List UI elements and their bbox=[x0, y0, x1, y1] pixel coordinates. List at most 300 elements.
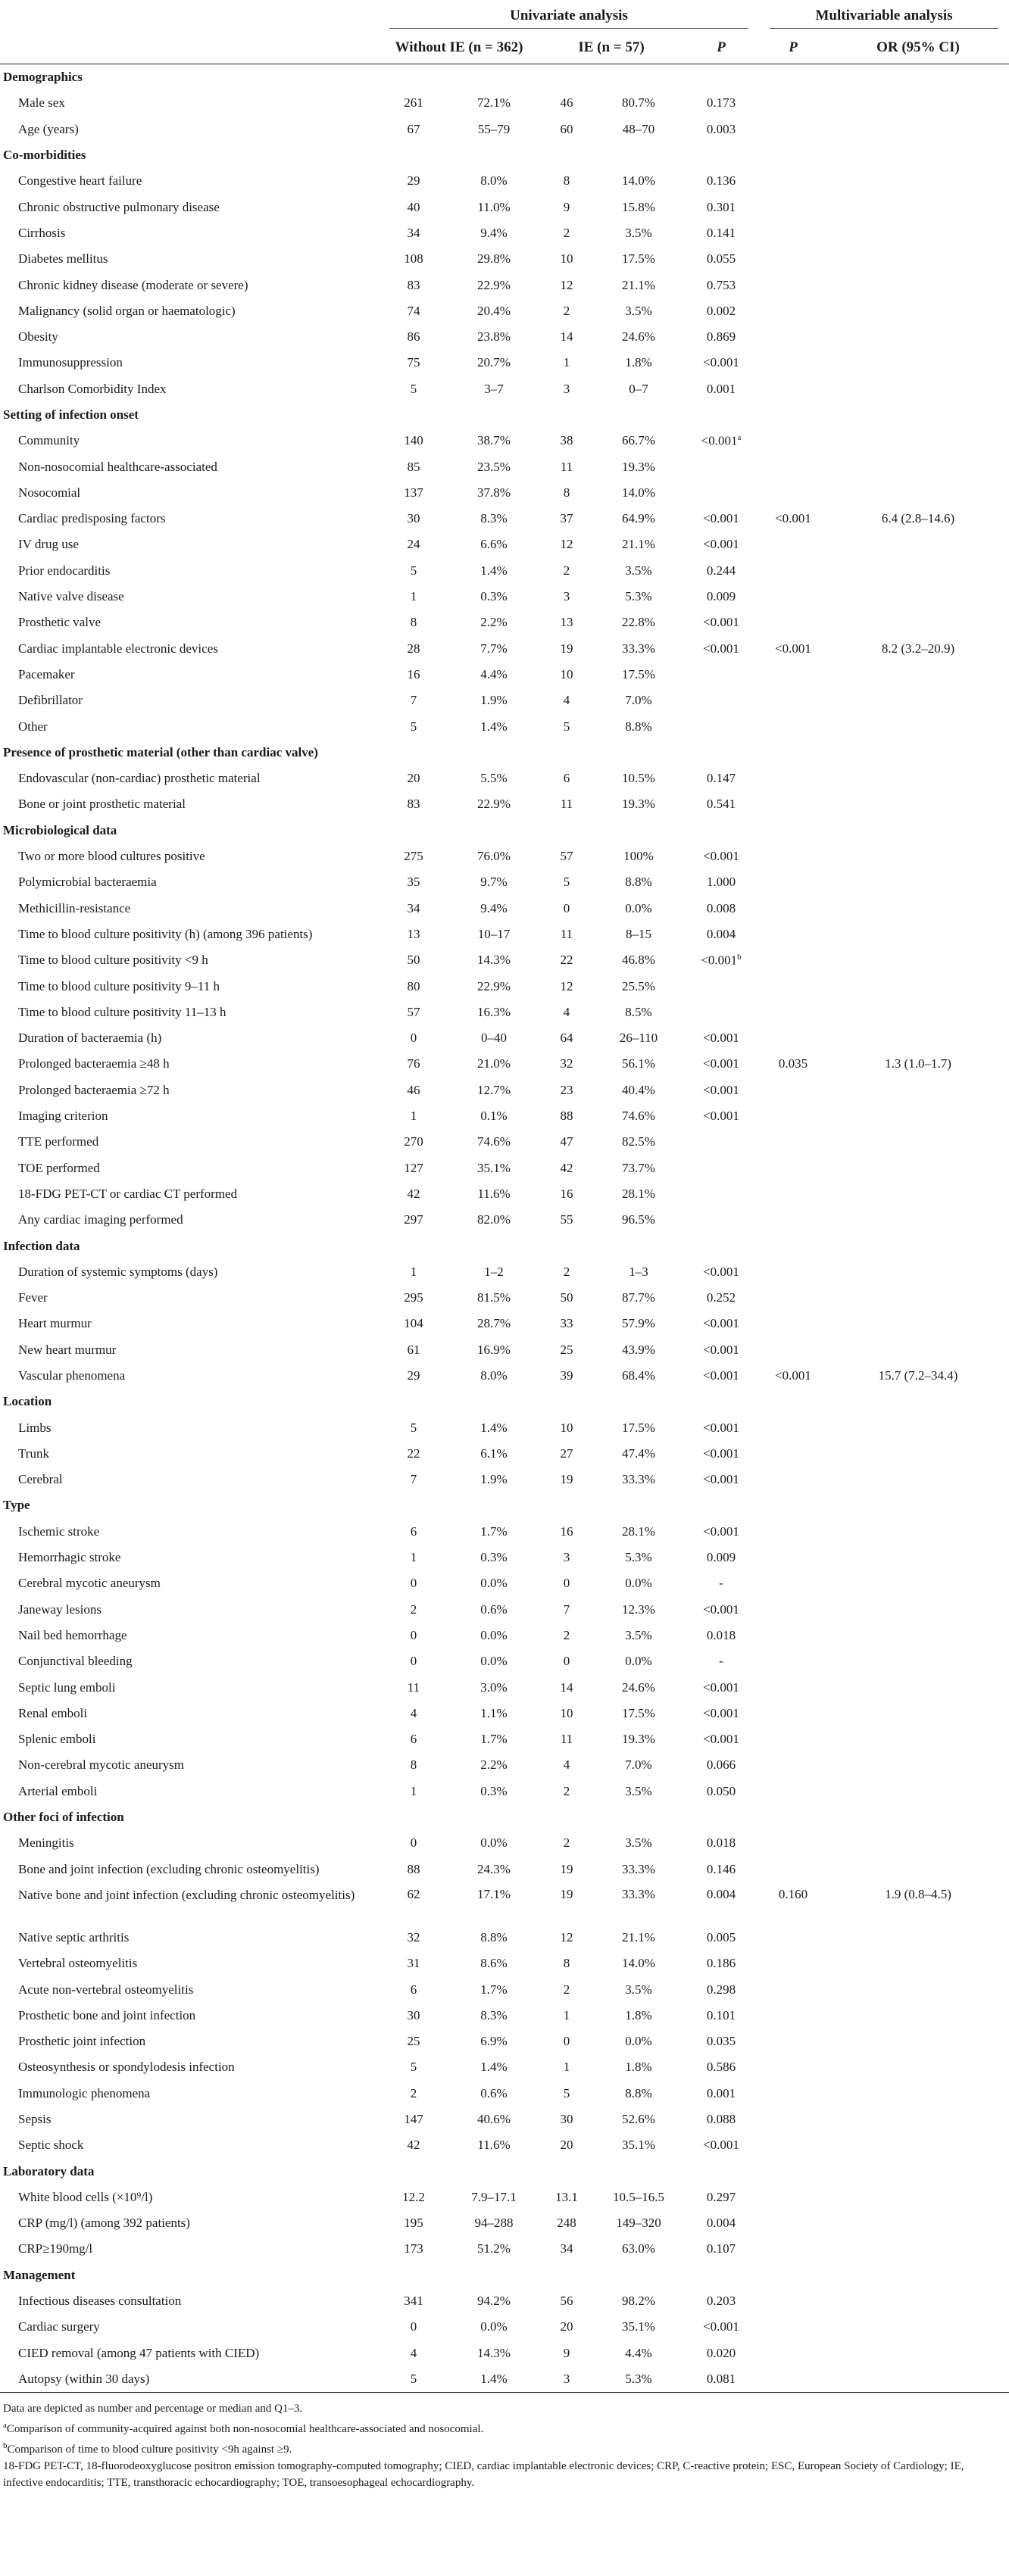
cell-without-ie-stat bbox=[448, 1285, 539, 1311]
cell-without-ie-stat bbox=[448, 2107, 539, 2132]
cell-p-univariate bbox=[683, 2341, 759, 2366]
table-row bbox=[0, 272, 1009, 298]
cell-without-ie-count-text: 7 bbox=[410, 1472, 417, 1487]
cell-odds-ratio bbox=[827, 558, 1009, 584]
cell-without-ie-count-text: 6 bbox=[410, 1523, 417, 1539]
cell-ie-stat bbox=[594, 1623, 683, 1648]
cell-ie-count bbox=[539, 2029, 594, 2054]
cell-without-ie-stat-text: 24.3% bbox=[477, 1861, 511, 1876]
cell-without-ie-stat bbox=[448, 844, 539, 869]
cell-p-univariate bbox=[683, 246, 759, 272]
cell-without-ie-count-text: 270 bbox=[404, 1134, 423, 1149]
cell-without-ie-count-text: 173 bbox=[404, 2241, 423, 2256]
row-label bbox=[0, 532, 379, 557]
table-row bbox=[0, 558, 1009, 584]
cell-without-ie-count-text: 137 bbox=[404, 485, 423, 500]
cell-p-univariate bbox=[683, 2029, 759, 2054]
cell-ie-stat-text: 19.3% bbox=[622, 1732, 655, 1747]
row-label-text: Time to blood culture positivity (h) (among 396 patients) bbox=[18, 926, 313, 941]
cell-ie-count bbox=[539, 947, 594, 973]
table-row bbox=[0, 1701, 1009, 1726]
row-label-text: Nosocomial bbox=[18, 485, 81, 500]
row-label bbox=[0, 1597, 379, 1623]
cell-p-univariate bbox=[683, 1856, 759, 1882]
cell-without-ie-stat-text: 22.9% bbox=[477, 797, 511, 812]
cell-p-univariate-text: 0.055 bbox=[706, 251, 736, 267]
cell-p-univariate-text: <0.001 bbox=[703, 1031, 739, 1046]
cell-p-multivariable bbox=[759, 1000, 827, 1025]
table-row bbox=[0, 1025, 1009, 1051]
cell-without-ie-stat-text: 9.4% bbox=[480, 225, 508, 240]
section-heading-row bbox=[0, 402, 1009, 428]
cell-without-ie-stat-text: 1.4% bbox=[480, 2060, 508, 2075]
cell-p-univariate-text: 0.005 bbox=[706, 1929, 736, 1944]
cell-ie-stat-text: 52.6% bbox=[622, 2112, 655, 2126]
cell-odds-ratio bbox=[827, 662, 1009, 688]
cell-p-multivariable bbox=[759, 844, 827, 869]
cell-odds-ratio bbox=[827, 869, 1009, 895]
cell-odds-ratio bbox=[827, 610, 1009, 635]
row-label-text: Heart murmur bbox=[18, 1316, 92, 1331]
cell-without-ie-count bbox=[379, 194, 448, 220]
cell-p-univariate bbox=[683, 1259, 759, 1285]
cell-without-ie-stat bbox=[448, 480, 539, 506]
cell-ie-count bbox=[539, 1752, 594, 1778]
cell-without-ie-stat bbox=[448, 1103, 539, 1129]
cell-p-univariate-text: 1.000 bbox=[706, 875, 736, 890]
cell-ie-count-text: 16 bbox=[560, 1186, 573, 1201]
cell-ie-count-text: 4 bbox=[563, 1757, 570, 1773]
cell-ie-count-text: 4 bbox=[563, 693, 570, 708]
row-label-text: Malignancy (solid organ or haematologic) bbox=[18, 303, 236, 318]
cell-without-ie-count-text: 0 bbox=[410, 1654, 417, 1669]
cell-p-univariate-text: 0.146 bbox=[706, 1861, 736, 1876]
row-label bbox=[0, 2081, 379, 2107]
table-row bbox=[0, 480, 1009, 506]
cell-p-multivariable bbox=[759, 662, 827, 688]
cell-ie-count-text: 10 bbox=[560, 1420, 573, 1435]
cell-odds-ratio bbox=[827, 1597, 1009, 1623]
cell-ie-count bbox=[539, 688, 594, 713]
cell-without-ie-count-text: 2 bbox=[410, 2085, 417, 2100]
cell-without-ie-count bbox=[379, 1363, 448, 1389]
cell-ie-count bbox=[539, 1077, 594, 1103]
cell-ie-count-text: 13 bbox=[560, 615, 573, 630]
cell-ie-stat-text: 47.4% bbox=[622, 1445, 655, 1461]
cell-without-ie-count-text: 0 bbox=[410, 1627, 417, 1642]
cell-odds-ratio bbox=[827, 1570, 1009, 1596]
cell-ie-count bbox=[539, 713, 594, 739]
cell-without-ie-stat bbox=[448, 973, 539, 999]
table-row bbox=[0, 324, 1009, 350]
cell-without-ie-count-text: 20 bbox=[407, 771, 420, 786]
cell-without-ie-count bbox=[379, 2185, 448, 2210]
table-row bbox=[0, 1597, 1009, 1623]
cell-ie-count bbox=[539, 844, 594, 869]
cell-p-multivariable bbox=[759, 1025, 827, 1051]
cell-ie-stat bbox=[594, 1951, 683, 1976]
table-row bbox=[0, 350, 1009, 376]
cell-without-ie-stat bbox=[448, 1648, 539, 1674]
cell-without-ie-count bbox=[379, 1726, 448, 1752]
cell-ie-stat bbox=[594, 1129, 683, 1155]
cell-ie-stat bbox=[594, 298, 683, 324]
cell-without-ie-count bbox=[379, 2236, 448, 2262]
row-label-text: Non-nosocomial healthcare-associated bbox=[18, 459, 217, 474]
cell-ie-stat-text: 26–110 bbox=[619, 1031, 658, 1046]
cell-p-univariate-text: 0.002 bbox=[706, 303, 736, 318]
table-footnotes bbox=[0, 2393, 1009, 2491]
cell-without-ie-count-text: 57 bbox=[407, 1004, 420, 1019]
cell-without-ie-stat bbox=[448, 713, 539, 739]
cell-without-ie-stat-text: 4.4% bbox=[480, 666, 508, 681]
table-row bbox=[0, 844, 1009, 869]
cell-without-ie-count-text: 86 bbox=[407, 329, 420, 345]
cell-without-ie-stat bbox=[448, 506, 539, 532]
cell-ie-count-text: 16 bbox=[560, 1523, 573, 1539]
cell-without-ie-count bbox=[379, 350, 448, 376]
cell-without-ie-count bbox=[379, 1259, 448, 1285]
cell-without-ie-count-text: 5 bbox=[410, 2060, 417, 2075]
cell-ie-count-text: 2 bbox=[563, 225, 570, 240]
cell-ie-stat-text: 35.1% bbox=[622, 2138, 655, 2153]
cell-p-univariate-text: <0.001 bbox=[703, 1342, 739, 1357]
cell-without-ie-count bbox=[379, 1830, 448, 1856]
cell-p-multivariable bbox=[759, 1155, 827, 1180]
cell-ie-stat-text: 5.3% bbox=[625, 1550, 652, 1565]
cell-ie-count bbox=[539, 1856, 594, 1882]
cell-without-ie-count bbox=[379, 791, 448, 817]
cell-ie-stat bbox=[594, 869, 683, 895]
cell-ie-count-text: 11 bbox=[560, 926, 573, 941]
cell-ie-count bbox=[539, 558, 594, 584]
cell-odds-ratio bbox=[827, 1951, 1009, 1976]
table-body bbox=[0, 64, 1009, 2393]
cell-without-ie-stat bbox=[448, 1311, 539, 1336]
cell-ie-count-text: 5 bbox=[563, 719, 570, 734]
cell-ie-count-text: 11 bbox=[560, 459, 573, 474]
cell-ie-count-text: 9 bbox=[563, 2345, 570, 2360]
cell-ie-stat bbox=[594, 1925, 683, 1951]
row-label-text: Sepsis bbox=[18, 2112, 52, 2126]
cell-odds-ratio bbox=[827, 1674, 1009, 1700]
cell-without-ie-stat bbox=[448, 636, 539, 662]
cell-p-univariate-text: 0.018 bbox=[706, 1627, 736, 1642]
cell-odds-ratio bbox=[827, 584, 1009, 610]
cell-without-ie-stat bbox=[448, 1051, 539, 1077]
cell-without-ie-count-text: 35 bbox=[407, 875, 420, 890]
cell-p-univariate-text: <0.001 bbox=[703, 1705, 739, 1720]
cell-without-ie-stat-text: 1.4% bbox=[480, 719, 508, 734]
cell-p-univariate bbox=[683, 1545, 759, 1570]
cell-p-univariate bbox=[683, 791, 759, 817]
cell-ie-count-text: 19 bbox=[560, 1472, 573, 1487]
row-label-text: Ischemic stroke bbox=[18, 1523, 100, 1539]
cell-odds-ratio bbox=[827, 2029, 1009, 2054]
cell-without-ie-count bbox=[379, 2029, 448, 2054]
cell-p-multivariable bbox=[759, 194, 827, 220]
cell-ie-count-text: 8 bbox=[563, 173, 570, 189]
cell-odds-ratio bbox=[827, 1467, 1009, 1492]
cell-without-ie-stat-text: 11.6% bbox=[477, 2138, 511, 2153]
cell-ie-count bbox=[539, 1467, 594, 1492]
cell-without-ie-stat-text: 21.0% bbox=[477, 1056, 511, 1071]
cell-ie-stat bbox=[594, 1570, 683, 1596]
table-row bbox=[0, 1519, 1009, 1545]
row-label bbox=[0, 2054, 379, 2080]
cell-ie-count bbox=[539, 1779, 594, 1804]
cell-ie-stat bbox=[594, 791, 683, 817]
cell-ie-stat bbox=[594, 454, 683, 479]
cell-p-univariate bbox=[683, 532, 759, 557]
cell-p-univariate bbox=[683, 376, 759, 402]
row-label-text: Cardiac implantable electronic devices bbox=[18, 641, 218, 656]
cell-ie-count bbox=[539, 1726, 594, 1752]
row-label-text: Autopsy (within 30 days) bbox=[18, 2371, 150, 2386]
cell-p-multivariable bbox=[759, 1570, 827, 1596]
row-label-text: Methicillin-resistance bbox=[18, 900, 131, 915]
cell-without-ie-stat bbox=[448, 1856, 539, 1882]
cell-without-ie-stat bbox=[448, 1000, 539, 1025]
cell-p-univariate bbox=[683, 973, 759, 999]
row-label-text: Bone or joint prosthetic material bbox=[18, 797, 186, 812]
cell-without-ie-count-text: 6 bbox=[410, 1732, 417, 1747]
cell-p-multivariable bbox=[759, 272, 827, 298]
cell-without-ie-count-text: 1 bbox=[410, 1550, 417, 1565]
cell-without-ie-stat bbox=[448, 610, 539, 635]
row-label-text: Time to blood culture positivity <9 h bbox=[18, 953, 208, 968]
cell-ie-stat bbox=[594, 1830, 683, 1856]
cell-odds-ratio bbox=[827, 1155, 1009, 1180]
cell-without-ie-stat bbox=[448, 1207, 539, 1233]
cell-p-univariate bbox=[683, 1597, 759, 1623]
table-row bbox=[0, 1856, 1009, 1882]
cell-without-ie-count bbox=[379, 506, 448, 532]
row-label bbox=[0, 1726, 379, 1752]
row-label-text: Acute non-vertebral osteomyelitis bbox=[18, 1982, 194, 1997]
cell-odds-ratio bbox=[827, 220, 1009, 246]
cell-ie-stat bbox=[594, 1363, 683, 1389]
cell-ie-count bbox=[539, 922, 594, 947]
row-label bbox=[0, 1623, 379, 1648]
cell-without-ie-stat bbox=[448, 2185, 539, 2210]
cell-p-multivariable bbox=[759, 1129, 827, 1155]
cell-odds-ratio bbox=[827, 1337, 1009, 1363]
cell-odds-ratio-text: 1.9 (0.8–4.5) bbox=[885, 1886, 951, 1901]
cell-without-ie-count bbox=[379, 1701, 448, 1726]
cell-odds-ratio bbox=[827, 1752, 1009, 1778]
cell-ie-stat bbox=[594, 2366, 683, 2393]
cell-without-ie-stat-text: 22.9% bbox=[477, 978, 511, 993]
cell-without-ie-stat-text: 9.7% bbox=[480, 875, 508, 890]
row-label bbox=[0, 2210, 379, 2236]
cell-ie-count bbox=[539, 1830, 594, 1856]
cell-without-ie-stat-text: 7.9–17.1 bbox=[471, 2189, 517, 2204]
cell-odds-ratio bbox=[827, 350, 1009, 376]
table-row bbox=[0, 1674, 1009, 1700]
cell-p-univariate-text: 0.020 bbox=[706, 2345, 736, 2360]
row-label bbox=[0, 1648, 379, 1674]
cell-ie-stat bbox=[594, 896, 683, 922]
cell-ie-stat bbox=[594, 376, 683, 402]
cell-ie-count bbox=[539, 1103, 594, 1129]
cell-p-multivariable bbox=[759, 428, 827, 454]
row-label-text: 18-FDG PET-CT or cardiac CT performed bbox=[18, 1186, 238, 1201]
cell-without-ie-count-text: 6 bbox=[410, 1982, 417, 1997]
table-row bbox=[0, 1570, 1009, 1596]
cell-odds-ratio bbox=[827, 90, 1009, 116]
row-label bbox=[0, 662, 379, 688]
cell-ie-stat-text: 8–15 bbox=[626, 926, 651, 941]
cell-ie-stat bbox=[594, 636, 683, 662]
cell-ie-stat bbox=[594, 480, 683, 506]
cell-without-ie-stat bbox=[448, 2288, 539, 2314]
cell-p-univariate bbox=[683, 1570, 759, 1596]
cell-without-ie-count-text: 5 bbox=[410, 2371, 417, 2386]
cell-ie-count bbox=[539, 1025, 594, 1051]
cell-without-ie-count bbox=[379, 1337, 448, 1363]
cell-ie-count-text: 12 bbox=[560, 277, 573, 292]
cell-p-univariate bbox=[683, 350, 759, 376]
cell-odds-ratio-text: 8.2 (3.2–20.9) bbox=[881, 641, 955, 656]
cell-p-univariate-text: 0.050 bbox=[706, 1783, 736, 1798]
cell-p-multivariable bbox=[759, 2236, 827, 2262]
cell-without-ie-stat-text: 8.6% bbox=[480, 1956, 508, 1971]
row-label bbox=[0, 1363, 379, 1389]
row-label-text: Other bbox=[18, 719, 48, 734]
table-row bbox=[0, 1000, 1009, 1025]
table-row bbox=[0, 2054, 1009, 2080]
cell-p-multivariable bbox=[759, 1925, 827, 1951]
cell-p-univariate-text: <0.001 bbox=[701, 953, 738, 968]
cell-ie-count-text: 13.1 bbox=[555, 2189, 578, 2204]
cell-ie-stat-text: 82.5% bbox=[622, 1134, 655, 1149]
cell-odds-ratio bbox=[827, 1259, 1009, 1285]
table-row bbox=[0, 2314, 1009, 2340]
cell-ie-stat-text: 8.5% bbox=[625, 1004, 652, 1019]
cell-without-ie-count bbox=[379, 1545, 448, 1570]
row-label bbox=[0, 1519, 379, 1545]
cell-odds-ratio bbox=[827, 2314, 1009, 2340]
cell-odds-ratio bbox=[827, 2003, 1009, 2029]
cell-without-ie-count bbox=[379, 298, 448, 324]
cell-ie-count bbox=[539, 1570, 594, 1596]
cell-ie-stat bbox=[594, 350, 683, 376]
cell-without-ie-count-text: 11 bbox=[407, 1679, 420, 1695]
cell-ie-stat-text: 100% bbox=[623, 849, 654, 864]
row-label-text: White blood cells (×10⁹/l) bbox=[18, 2189, 153, 2204]
row-label bbox=[0, 766, 379, 791]
cell-p-multivariable bbox=[759, 2210, 827, 2236]
cell-without-ie-stat-text: 1–2 bbox=[484, 1264, 504, 1279]
cell-ie-count bbox=[539, 117, 594, 142]
cell-without-ie-stat-text: 94–288 bbox=[474, 2216, 514, 2231]
cell-p-multivariable bbox=[759, 1259, 827, 1285]
table-row bbox=[0, 584, 1009, 610]
cell-ie-count bbox=[539, 1976, 594, 2002]
cell-without-ie-stat-text: 55–79 bbox=[477, 121, 511, 136]
row-label-text: Native valve disease bbox=[18, 589, 124, 604]
table-row bbox=[0, 90, 1009, 116]
row-label-text: Bone and joint infection (excluding chronic osteomyelitis) bbox=[18, 1861, 320, 1876]
cell-p-multivariable bbox=[759, 298, 827, 324]
cell-ie-count bbox=[539, 1648, 594, 1674]
row-label bbox=[0, 896, 379, 922]
cell-without-ie-stat-text: 8.8% bbox=[480, 1929, 508, 1944]
cell-without-ie-count bbox=[379, 1000, 448, 1025]
cell-p-univariate-text: 0.004 bbox=[706, 1886, 736, 1901]
cell-odds-ratio bbox=[827, 246, 1009, 272]
cell-without-ie-stat-text: 10–17 bbox=[477, 926, 511, 941]
cell-without-ie-stat-text: 16.3% bbox=[477, 1004, 511, 1019]
cell-ie-stat bbox=[594, 584, 683, 610]
cell-ie-count-text: 10 bbox=[560, 1705, 573, 1720]
cell-ie-stat bbox=[594, 272, 683, 298]
row-label bbox=[0, 1155, 379, 1180]
cell-ie-stat bbox=[594, 1519, 683, 1545]
cell-ie-count bbox=[539, 1623, 594, 1648]
row-label-text: Pacemaker bbox=[18, 666, 75, 681]
cell-without-ie-stat bbox=[448, 117, 539, 142]
cell-p-univariate bbox=[683, 558, 759, 584]
cell-without-ie-count-text: 80 bbox=[407, 978, 420, 993]
cell-ie-stat-text: 15.8% bbox=[622, 199, 655, 214]
table-row bbox=[0, 1467, 1009, 1492]
table-row bbox=[0, 2029, 1009, 2054]
cell-ie-count-text: 55 bbox=[560, 1212, 573, 1227]
cell-p-multivariable bbox=[759, 558, 827, 584]
cell-p-multivariable bbox=[759, 610, 827, 635]
cell-p-multivariable bbox=[759, 1545, 827, 1570]
cell-ie-stat bbox=[594, 2107, 683, 2132]
cell-without-ie-stat bbox=[448, 2341, 539, 2366]
table-row bbox=[0, 1103, 1009, 1129]
cell-ie-stat-text: 0.0% bbox=[625, 1654, 652, 1669]
cell-ie-stat-text: 24.6% bbox=[622, 329, 655, 345]
cell-ie-count-text: 14 bbox=[560, 329, 573, 345]
cell-ie-stat bbox=[594, 688, 683, 713]
table-row bbox=[0, 1155, 1009, 1180]
cell-without-ie-count-text: 22 bbox=[407, 1445, 420, 1461]
cell-ie-count bbox=[539, 1337, 594, 1363]
col-ie: IE (n = 57) bbox=[539, 32, 683, 64]
cell-without-ie-stat bbox=[448, 2081, 539, 2107]
cell-ie-stat bbox=[594, 973, 683, 999]
cell-ie-stat bbox=[594, 246, 683, 272]
cell-p-univariate-text: <0.001 bbox=[703, 1368, 739, 1383]
cell-ie-stat bbox=[594, 766, 683, 791]
cell-without-ie-stat bbox=[448, 532, 539, 557]
cell-odds-ratio bbox=[827, 1103, 1009, 1129]
section-heading-row bbox=[0, 740, 1009, 766]
table-row bbox=[0, 791, 1009, 817]
row-label-text: Endovascular (non-cardiac) prosthetic material bbox=[18, 771, 261, 786]
table-row bbox=[0, 1951, 1009, 1976]
cell-ie-stat-text: 0.0% bbox=[625, 2034, 652, 2049]
cell-ie-count bbox=[539, 1155, 594, 1180]
cell-p-multivariable bbox=[759, 1519, 827, 1545]
cell-ie-stat-text: 1–3 bbox=[629, 1264, 648, 1279]
cell-without-ie-stat-text: 94.2% bbox=[477, 2294, 511, 2309]
row-label-text: Hemorrhagic stroke bbox=[18, 1550, 121, 1565]
table-row bbox=[0, 922, 1009, 947]
cell-ie-count bbox=[539, 324, 594, 350]
cell-ie-count-text: 25 bbox=[560, 1342, 573, 1357]
cell-without-ie-stat-text: 5.5% bbox=[480, 771, 508, 786]
cell-without-ie-count bbox=[379, 558, 448, 584]
cell-without-ie-count bbox=[379, 2366, 448, 2393]
table-row bbox=[0, 194, 1009, 220]
